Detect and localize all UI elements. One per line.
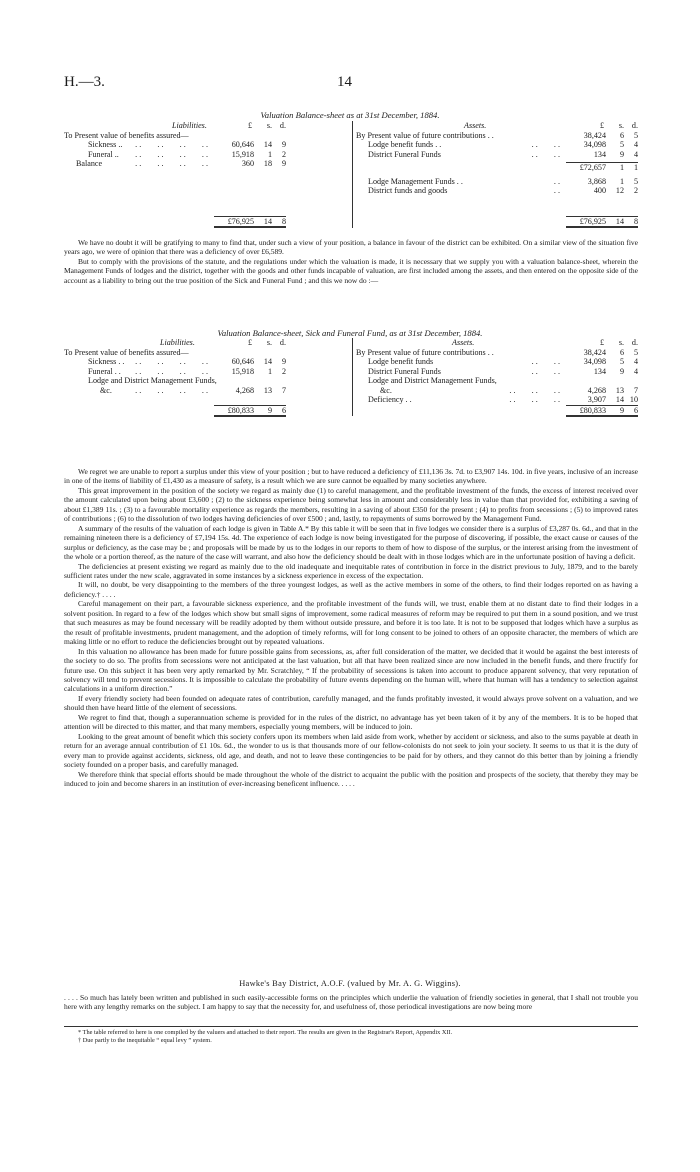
pence: 7 [281, 385, 286, 395]
sheet-row [356, 186, 638, 196]
leader-dots: . . . . . . . . [135, 149, 208, 159]
pounds: 34,098 [583, 357, 606, 366]
shillings: 14 [263, 217, 272, 226]
body-paragraph-10: Looking to the great amount of benefit which this society confers upon its members when laid aside from work, whether by accident or sickness, and also to the sums payable at death in return for an average annual contribution of £1 10s. 6d., the wonder to us is that thousands more of our fellow-colonists do not seek to join your society. It seems to us that it is the duty of every man to provide against accidents, sickness, old age, and death, and not to leave these contingencies to be paid for by others, and they cannot do this better than by joining a friendly society founded on a proper basis, and carefully managed. [64, 731, 638, 770]
sheet-row [356, 150, 638, 160]
shillings: 6 [619, 130, 624, 140]
column-heading: Assets. [452, 338, 475, 347]
sheet-row [64, 131, 286, 141]
leader-dots: . . . . [531, 140, 560, 149]
footnotes [64, 1029, 638, 1044]
row-label: Lodge benefit funds [368, 357, 434, 366]
pence: 10 [629, 395, 638, 404]
shillings: 1 [619, 176, 624, 186]
sheet-row [356, 140, 638, 150]
sheet-row [356, 405, 638, 415]
currency-unit: d. [631, 121, 638, 130]
sheet-row [356, 162, 638, 172]
pence: 5 [633, 130, 638, 140]
pence: 8 [633, 217, 638, 226]
pence: 4 [633, 357, 638, 366]
sheet-row [356, 131, 638, 141]
balance-sheet-2-title: Valuation Balance-sheet, Sick and Funeral Fund, as at 31st December, 1884. [217, 328, 483, 338]
currency-unit: s. [618, 121, 624, 130]
leader-dots: . . . . . . . . [135, 366, 208, 376]
row-label: District Funeral Funds [368, 366, 441, 376]
pence: 4 [633, 366, 638, 376]
row-label: Lodge and District Management Funds, [368, 376, 497, 385]
shillings: 1 [267, 149, 272, 159]
pence: 8 [281, 217, 286, 226]
body-paragraph-9: We regret to find that, though a superannuation scheme is provided for in the rules of the district, no advantage has yet been taken of it by any of the members. It is to be hoped that attention will be directed to this matter, and that many members, especially young members, will be induced to join. [64, 712, 638, 732]
row-label: By Present value of future contributions . . [356, 347, 494, 357]
row-label: Lodge benefit funds . . [368, 140, 442, 149]
leader-dots: . . . . [531, 366, 560, 376]
row-label: Sickness .. [88, 140, 123, 149]
footnote-rule [64, 1026, 638, 1027]
pence: 2 [281, 149, 286, 159]
sheet-heading-row [356, 121, 638, 131]
pounds: 400 [593, 186, 606, 195]
sheet-row [64, 348, 286, 358]
body-paragraph-6: Careful management on their part, a favourable sickness experience, and the profitable investment of the funds will, we trust, enable them at no distant date to find their lodges in a solvent position. In regard to a few of the lodges which show but small signs of improvement, some radical measures of reform may be required to put them in a sound position, and we trust that such measures as may be found necessary will be readily adopted by them without outside pressure, and before it is too late. It is not to be supposed that lodges which have a surplus as the result of profitable investments, prudent management, and the adoption of timely reforms, will for long consent to be joined to others of an opposite character, the members of which are making little or no effort to reduce the deficiencies brought out by repeated valuations. [64, 599, 638, 647]
currency-unit: s. [618, 338, 624, 347]
leader-dots: . . . . [531, 357, 560, 366]
amount [566, 405, 638, 415]
leader-dots: . . . . . . . . [135, 385, 208, 395]
row-label: Balance [76, 159, 103, 168]
row-label: Lodge Management Funds . . [368, 176, 463, 186]
shillings: 14 [615, 395, 624, 404]
pounds: 38,424 [583, 130, 606, 140]
row-label: Funeral .. [88, 149, 119, 159]
pounds: 4,268 [587, 385, 606, 395]
currency-unit: s. [266, 338, 272, 347]
pence: 6 [633, 405, 638, 415]
pence: 6 [281, 405, 286, 415]
shillings: 18 [263, 159, 272, 168]
row-label: To Present value of benefits assured— [64, 130, 189, 140]
body-paragraphs [64, 467, 638, 788]
pounds: £80,833 [579, 405, 606, 415]
pounds: £72,657 [579, 163, 606, 172]
balance-sheet-1-title: Valuation Balance-sheet as at 31st December, 1884. [260, 110, 440, 120]
amount [566, 216, 638, 226]
sheet-heading-row [64, 121, 286, 131]
amount [214, 216, 286, 227]
sheet-row [64, 405, 286, 415]
center-rule [352, 338, 353, 416]
currency-unit: d. [279, 338, 286, 347]
shillings: 9 [267, 405, 272, 415]
body-paragraph-5: It will, no doubt, be very disappointing to the members of the three youngest lodges, as well as the active members in some of the others, to find their lodges reported on as having a deficiency.† . . . . [64, 580, 638, 599]
leader-dots: . . . . . . [509, 385, 560, 395]
leader-dots: . . . . . . . . [135, 357, 208, 366]
amount [214, 405, 286, 416]
sheet-heading-row [356, 338, 638, 348]
pounds: 15,918 [231, 149, 254, 159]
pounds: £80,833 [227, 405, 254, 415]
pounds: 60,646 [231, 357, 254, 366]
column-heading: Liabilities. [172, 121, 207, 130]
pence: 2 [281, 366, 286, 376]
pounds: £76,925 [579, 217, 606, 226]
shillings: 9 [619, 366, 624, 376]
row-label: To Present value of benefits assured— [64, 347, 189, 357]
intro-paragraph-1: We have no doubt it will be gratifying to many to find that, under such a view of your position, a balance in favour of the district can be exhibited. On a similar view of the situation five years ago, we were of opinion that there was a deficiency of over £6,589. [64, 238, 638, 257]
assets-column [356, 121, 638, 226]
sheet-row [356, 367, 638, 377]
sheet-row [64, 376, 286, 386]
shillings: 14 [263, 140, 272, 149]
shillings: 13 [263, 385, 272, 395]
sheet-row [356, 386, 638, 396]
balance-sheet-1 [64, 121, 638, 241]
leader-dots: . . . . . . . . [135, 159, 208, 168]
sheet-heading-row [64, 338, 286, 348]
leader-dots: . . [553, 186, 560, 195]
section-paragraph-text: . . . . So much has lately been written and published in such easily-accessible forms on the principles which underlie the valuation of friendly societies in general, that I shall not trouble you here with any lengthy remarks on the subject. I am happy to say that the necessity for, and usefulness of, those periodical investigations are now being more [64, 993, 638, 1012]
currency-unit: £ [247, 338, 252, 347]
currency-unit: £ [247, 121, 252, 130]
leader-dots: . . . . . . . . [135, 140, 208, 149]
body-paragraph-11: We therefore think that special efforts should be made throughout the whole of the district to acquaint the public with the position and prospects of the society, that thereby they may be induced to join and become sharers in an institution of ever-increasing beneficent influence. . . . . [64, 769, 638, 788]
pence: 5 [633, 347, 638, 357]
column-heading: Assets. [464, 121, 487, 130]
sheet-row [356, 216, 638, 226]
shillings: 1 [619, 163, 624, 172]
pounds: 134 [593, 366, 606, 376]
pounds: 360 [241, 159, 254, 168]
sheet-row [64, 367, 286, 377]
page-number: 14 [337, 74, 352, 90]
sheet-row [356, 348, 638, 358]
shillings: 12 [615, 186, 624, 195]
row-label: Deficiency . . [368, 395, 412, 404]
body-paragraph-8: If every friendly society had been founded on adequate rates of contribution, carefully managed, and the funds profitably invested, it would always prove solvent on a valuation, and we should then have heard little of the element of secessions. [64, 693, 638, 713]
row-label: &c. [380, 385, 392, 395]
liabilities-column [64, 338, 286, 414]
leader-dots: . . . . . . [509, 395, 560, 404]
column-heading: Liabilities. [160, 338, 195, 347]
pounds: 34,098 [583, 140, 606, 149]
sheet-row [356, 395, 638, 405]
shillings: 14 [615, 217, 624, 226]
shillings: 1 [267, 366, 272, 376]
currency-unit: d. [631, 338, 638, 347]
row-label: District funds and goods [368, 186, 448, 195]
sheet-row [64, 216, 286, 226]
sheet-row [64, 357, 286, 367]
pence: 2 [633, 186, 638, 195]
pence: 7 [633, 385, 638, 395]
pence: 4 [633, 149, 638, 159]
sheet-row [356, 177, 638, 187]
sheet-row [356, 376, 638, 386]
pounds: 60,646 [231, 140, 254, 149]
shillings: 9 [619, 149, 624, 159]
balance-sheet-2 [64, 338, 638, 458]
shillings: 5 [619, 140, 624, 149]
body-paragraph-4: The deficiencies at present existing we regard as mainly due to the old inadequate and inequitable rates of contribution in force in the district previous to July, 1879, and to the barely sufficient rates under the new scale, aggravated in some instances by a sickness experience in excess of the expectation. [64, 561, 638, 580]
sheet-row [356, 357, 638, 367]
pounds: 134 [593, 149, 606, 159]
shillings: 14 [263, 357, 272, 366]
center-rule [352, 121, 353, 228]
pounds: 3,868 [587, 176, 606, 186]
leader-dots: . . . . [531, 149, 560, 159]
row-label: Sickness . . [88, 357, 125, 366]
sheet-row [64, 159, 286, 169]
row-label: &c. [100, 385, 112, 395]
assets-column [356, 338, 638, 414]
page-reference: H.—3. [64, 74, 105, 90]
liabilities-column [64, 121, 286, 226]
sheet-row [64, 140, 286, 150]
section-paragraph [64, 993, 638, 1012]
currency-unit: s. [266, 121, 272, 130]
body-paragraph-7: In this valuation no allowance has been made for future possible gains from secessions, as, after full consideration of the matter, we decided that it would be against the best interests of the society to do so. The profits from secessions were not anticipated at the last valuation, but all that have been realized since are now included in the benefit funds, and there fructify for future use. On this subject it has been very aptly remarked by Mr. Scratchley, “ If the probability of secessions is taken into account to produce apparent solvency, that very reputation of solvency will tend to prevent secessions. It is impossible to calculate the probability of future events depending on the human will, where that human will has a tendency to selection against calculations in a uniform direction.” [64, 646, 638, 694]
currency-unit: £ [599, 338, 604, 347]
sheet-row [64, 150, 286, 160]
pounds: 4,268 [235, 385, 254, 395]
section-heading: Hawke's Bay District, A.O.F. (valued by Mr. A. G. Wiggins). [239, 979, 461, 988]
body-paragraph-2: This great improvement in the position of the society we regard as mainly due (1) to careful management, and the profitable investment of the funds, the excess of interest received over the amount calculated upon being about £3,600 ; (2) to the sickness experience being somewhat less in amount and considerably less in value than that provided for, exhibiting a saving of about £1,389 11s. ; (3) to a favourable mortality experience as regards the members, resulting in a saving of about £350 for the present ; (4) to profits from secessions ; (5) to improved rates of contributions ; (6) to the dissolution of two lodges having deficiencies of over £500 ; and, lastly, to repayments of sums borrowed by the Management Fund. [64, 485, 638, 524]
body-paragraph-1: We regret we are unable to report a surplus under this view of your position ; but to have reduced a deficiency of £11,136 3s. 7d. to £3,907 14s. 10d. in five years, inclusive of an increase in one of the items of liability of £1,430 as a measure of safety, is a result which we are sure cannot be equalled by many societies anywhere. [64, 467, 638, 486]
pounds: 3,907 [587, 395, 606, 404]
body-paragraph-3: A summary of the results of the valuation of each lodge is given in Table A.* By this table it will be seen that in five lodges we consider there is a surplus of £3,287 0s. 6d., and that in the remaining nineteen there is a deficiency of £7,194 15s. 4d. The experience of each lodge is now being investigated for the purpose of discovering, if possible, the exact cause or causes of the surplus or deficiency, as the case may be ; and proposals will be made by us to the lodges in our reports to them of how to dispose of the surplus, or the interest arising from the investment of the whole or a portion thereof, as the nature of the case will warrant, and also how the deficiency should be dealt with in those lodges which are in the unfortunate position of having a deficit. [64, 523, 638, 562]
pence: 5 [633, 176, 638, 186]
row-label: Funeral . . [88, 366, 121, 376]
intro-paragraphs [64, 238, 638, 285]
footnote-1: * The table referred to here is one compiled by the valuers and attached to their report. The results are given in the Registrar's Report, Appendix XII. [78, 1029, 453, 1036]
leader-dots: . . [553, 176, 560, 186]
row-label: By Present value of future contributions . . [356, 130, 494, 140]
row-label: District Funeral Funds [368, 149, 441, 159]
pence: 1 [633, 163, 638, 172]
amount [566, 162, 638, 172]
currency-unit: d. [279, 121, 286, 130]
pounds: 38,424 [583, 347, 606, 357]
pence: 9 [281, 140, 286, 149]
row-label: Lodge and District Management Funds, [88, 376, 217, 385]
footnote-2: † Due partly to the inequitable “ equal levy ” system. [78, 1036, 212, 1044]
pounds: £76,925 [227, 217, 254, 226]
sheet-row [64, 386, 286, 396]
pence: 9 [281, 159, 286, 168]
shillings: 6 [619, 347, 624, 357]
shillings: 5 [619, 357, 624, 366]
currency-unit: £ [599, 121, 604, 130]
shillings: 13 [615, 385, 624, 395]
pounds: 15,918 [231, 366, 254, 376]
intro-paragraph-2: But to comply with the provisions of the statute, and the regulations under which the valuation is made, it is necessary that we supply you with a valuation balance-sheet, wherein the Management Funds of lodges and the district, together with the goods and other funds incapable of valuation, are first included among the assets, and then entered on the opposite side of the account as a liability to bring out the true position of the Sick and Funeral Fund ; and this we now do :— [64, 256, 638, 285]
pence: 9 [281, 357, 286, 366]
shillings: 9 [619, 405, 624, 415]
pence: 4 [633, 140, 638, 149]
